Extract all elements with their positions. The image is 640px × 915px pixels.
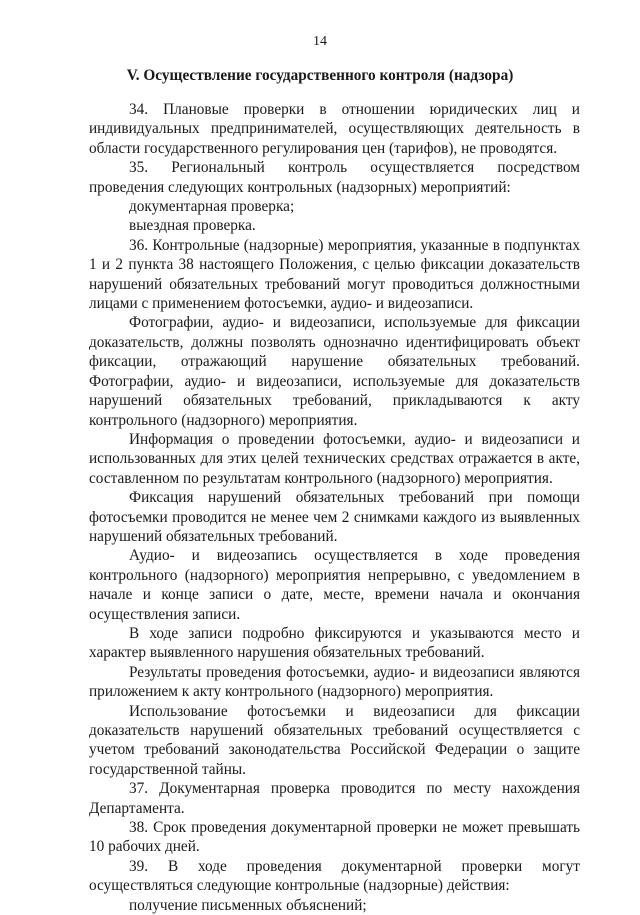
- paragraph: 36. Контрольные (надзорные) мероприятия, указанные в подпунктах 1 и 2 пункта 38 настоящего Положения, с целью фиксации доказательств нарушений обязательных требований могут проводиться должностными лицами с применением фотосъемки, аудио- и видеозаписи.: [89, 236, 580, 313]
- paragraph: Результаты проведения фотосъемки, аудио- и видеозаписи являются приложением к акту контрольного (надзорного) мероприятия.: [89, 663, 580, 701]
- list-item: выездная проверка.: [129, 217, 256, 235]
- body-text: [89, 100, 580, 915]
- paragraph: 39. В ходе проведения документарной проверки могут осуществляться следующие контрольные (надзорные) действия:: [89, 857, 580, 895]
- paragraph: Фиксация нарушений обязательных требований при помощи фотосъемки проводится не менее чем 2 снимками каждого из выявленных нарушений обязательных требований.: [89, 489, 580, 545]
- paragraph: Использование фотосъемки и видеозаписи для фиксации доказательств нарушений обязательных требований осуществляется с учетом требований законодательства Российской Федерации о защите государственной тайны.: [89, 702, 580, 778]
- page-number: 14: [313, 34, 327, 49]
- list-item: получение письменных объяснений;: [129, 896, 367, 914]
- paragraph: 37. Документарная проверка проводится по месту нахождения Департамента.: [89, 780, 580, 817]
- paragraph: 34. Плановые проверки в отношении юридических лиц и индивидуальных предпринимателей, осуществляющих деятельность в области государственного регулирования цен (тарифов), не проводятся.: [89, 101, 580, 157]
- list-item: документарная проверка;: [129, 198, 295, 216]
- paragraph: 35. Региональный контроль осуществляется посредством проведения следующих контрольных (надзорных) мероприятий:: [89, 159, 580, 196]
- paragraph: Фотографии, аудио- и видеозаписи, используемые для фиксации доказательств, должны позволять однозначно идентифицировать объект фиксации, отражающий нарушение обязательных требований. Фотографии, аудио- и видеозаписи, используемые для доказательств нарушений обязательных требований, прикладываются к акту контрольного (надзорного) мероприятия.: [89, 314, 580, 429]
- section-title: V. Осуществление государственного контроля (надзора): [126, 67, 514, 84]
- paragraph: В ходе записи подробно фиксируются и указываются место и характер выявленного нарушения обязательных требований.: [89, 624, 580, 662]
- paragraph: 38. Срок проведения документарной проверки не может превышать 10 рабочих дней.: [89, 819, 580, 856]
- paragraph: Информация о проведении фотосъемки, аудио- и видеозаписи и использованных для этих целей технических средствах отражается в акте, составленном по результатам контрольного (надзорного) мероприятия.: [89, 430, 580, 487]
- paragraph: Аудио- и видеозапись осуществляется в ходе проведения контрольного (надзорного) мероприятия непрерывно, с уведомлением в начале и конце записи о дате, месте, времени начала и окончания осуществления записи.: [89, 547, 580, 623]
